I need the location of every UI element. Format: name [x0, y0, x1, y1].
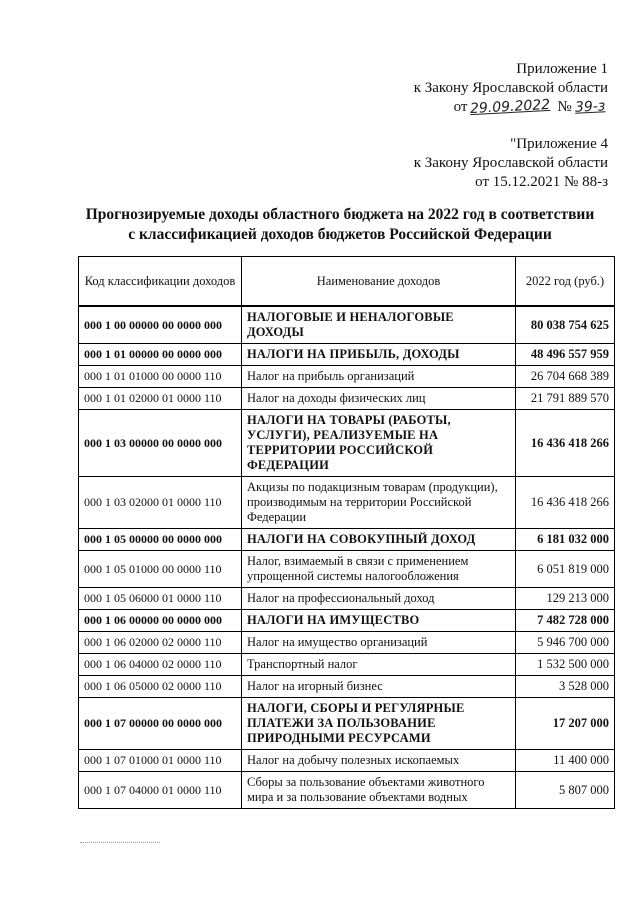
cell-code: 000 1 05 01000 00 0000 110	[79, 551, 242, 588]
cell-code: 000 1 03 02000 01 0000 110	[79, 477, 242, 529]
table-row	[79, 588, 615, 610]
table-row	[79, 698, 615, 750]
cell-name: НАЛОГИ НА ИМУЩЕСТВО	[242, 610, 516, 632]
cell-amount: 16 436 418 266	[516, 410, 615, 477]
cell-name: Налог на имущество организаций	[242, 632, 516, 654]
table-row	[79, 750, 615, 772]
cell-name: НАЛОГИ НА СОВОКУПНЫЙ ДОХОД	[242, 529, 516, 551]
cell-amount: 21 791 889 570	[516, 388, 615, 410]
cell-code: 000 1 05 06000 01 0000 110	[79, 588, 242, 610]
table-row	[79, 388, 615, 410]
amended-law-date: от 15.12.2021 № 88-з	[475, 174, 608, 190]
cell-code: 000 1 06 04000 02 0000 110	[79, 654, 242, 676]
cell-name: НАЛОГИ, СБОРЫ И РЕГУЛЯРНЫЕ ПЛАТЕЖИ ЗА ПОЛЬЗОВАНИЕ ПРИРОДНЫМИ РЕСУРСАМИ	[242, 698, 516, 750]
table-row	[79, 366, 615, 388]
cell-amount: 16 436 418 266	[516, 477, 615, 529]
appendix-label: Приложение 1	[516, 61, 608, 77]
table-row	[79, 529, 615, 551]
cell-amount: 6 181 032 000	[516, 529, 615, 551]
cell-amount: 129 213 000	[516, 588, 615, 610]
header-amount: 2022 год (руб.)	[516, 257, 615, 307]
cell-amount: 7 482 728 000	[516, 610, 615, 632]
table-row	[79, 344, 615, 366]
footer-rule	[80, 842, 160, 843]
cell-name: Налог на игорный бизнес	[242, 676, 516, 698]
cell-amount: 5 946 700 000	[516, 632, 615, 654]
cell-name: Налог, взимаемый в связи с применением упрощенной системы налогообложения	[242, 551, 516, 588]
table-row	[79, 477, 615, 529]
handwritten-date: 29.09.2022	[470, 96, 551, 118]
cell-code: 000 1 07 04000 01 0000 110	[79, 772, 242, 809]
revenue-table	[78, 256, 615, 809]
cell-name: Налог на профессиональный доход	[242, 588, 516, 610]
cell-name: НАЛОГОВЫЕ И НЕНАЛОГОВЫЕ ДОХОДЫ	[242, 306, 516, 344]
cell-amount: 1 532 500 000	[516, 654, 615, 676]
cell-name: Транспортный налог	[242, 654, 516, 676]
cell-amount: 26 704 668 389	[516, 366, 615, 388]
law-reference: к Закону Ярославской области	[413, 80, 608, 96]
table-row	[79, 632, 615, 654]
cell-name: Налог на добычу полезных ископаемых	[242, 750, 516, 772]
table-row	[79, 410, 615, 477]
handwritten-number: 39-з	[574, 98, 606, 116]
cell-name: Сборы за пользование объектами животного мира и за пользование объектами водных	[242, 772, 516, 809]
amended-law-reference: к Закону Ярославской области	[413, 155, 608, 171]
cell-amount: 11 400 000	[516, 750, 615, 772]
cell-amount: 48 496 557 959	[516, 344, 615, 366]
cell-code: 000 1 00 00000 00 0000 000	[79, 306, 242, 344]
document-header	[414, 60, 608, 192]
cell-name: Налог на прибыль организаций	[242, 366, 516, 388]
cell-code: 000 1 01 02000 01 0000 110	[79, 388, 242, 410]
cell-amount: 6 051 819 000	[516, 551, 615, 588]
amended-appendix-label: "Приложение 4	[510, 136, 608, 152]
cell-code: 000 1 06 02000 02 0000 110	[79, 632, 242, 654]
cell-code: 000 1 07 01000 01 0000 110	[79, 750, 242, 772]
law-date-number: от 29.09.2022 № 39-з	[453, 96, 606, 118]
table-row	[79, 654, 615, 676]
table-row	[79, 610, 615, 632]
table-row	[79, 306, 615, 344]
table-header-row	[79, 257, 615, 307]
table-row	[79, 676, 615, 698]
cell-amount: 80 038 754 625	[516, 306, 615, 344]
cell-code: 000 1 05 00000 00 0000 000	[79, 529, 242, 551]
cell-name: НАЛОГИ НА ТОВАРЫ (РАБОТЫ, УСЛУГИ), РЕАЛИЗУЕМЫЕ НА ТЕРРИТОРИИ РОССИЙСКОЙ ФЕДЕРАЦИИ	[242, 410, 516, 477]
table-row	[79, 772, 615, 809]
cell-code: 000 1 06 00000 00 0000 000	[79, 610, 242, 632]
cell-amount: 5 807 000	[516, 772, 615, 809]
cell-code: 000 1 01 01000 00 0000 110	[79, 366, 242, 388]
header-name: Наименование доходов	[242, 257, 516, 307]
cell-code: 000 1 06 05000 02 0000 110	[79, 676, 242, 698]
table-row	[79, 551, 615, 588]
cell-name: НАЛОГИ НА ПРИБЫЛЬ, ДОХОДЫ	[242, 344, 516, 366]
cell-code: 000 1 01 00000 00 0000 000	[79, 344, 242, 366]
document-title: Прогнозируемые доходы областного бюджета на 2022 год в соответствии с классификацией доходов бюджетов Российской Федерации	[85, 206, 595, 243]
cell-code: 000 1 07 00000 00 0000 000	[79, 698, 242, 750]
header-code: Код классификации доходов	[79, 257, 242, 307]
cell-name: Налог на доходы физических лиц	[242, 388, 516, 410]
cell-amount: 3 528 000	[516, 676, 615, 698]
cell-code: 000 1 03 00000 00 0000 000	[79, 410, 242, 477]
cell-amount: 17 207 000	[516, 698, 615, 750]
cell-name: Акцизы по подакцизным товарам (продукции), производимым на территории Российской Федерации	[242, 477, 516, 529]
